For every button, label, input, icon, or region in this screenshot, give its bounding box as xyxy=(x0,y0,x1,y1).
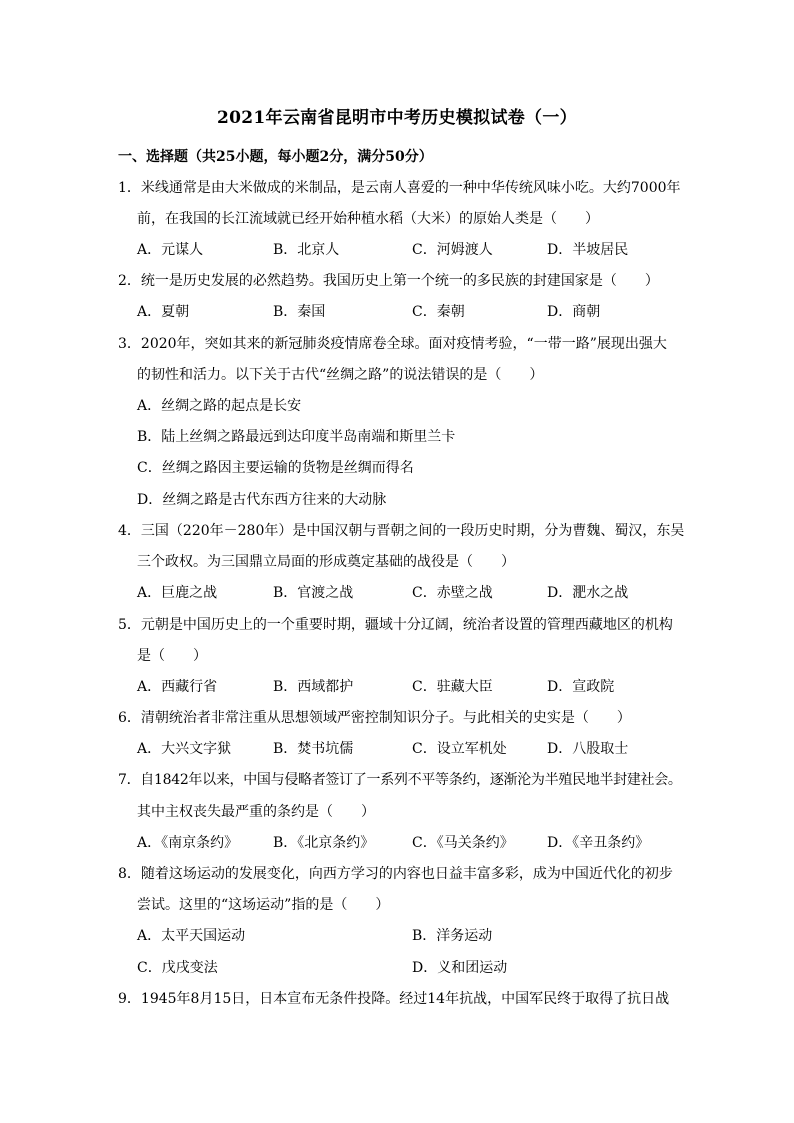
question-4-line-1: 4．三国（220年－280年）是中国汉朝与晋朝之间的一段历史时期，分为曹魏、蜀汉，东吴 xyxy=(118,523,685,539)
q4-option-b: B．官渡之战 xyxy=(273,585,354,601)
q8-option-a: A．太平天国运动 xyxy=(137,928,246,944)
question-1-line-1: 1．米线通常是由大米做成的米制品，是云南人喜爱的一种中华传统风味小吃。大约7000年 xyxy=(118,180,681,196)
question-1-line-2: 前，在我国的长江流域就已经开始种植水稻（大米）的原始人类是（ ） xyxy=(137,211,599,227)
q1-option-b: B．北京人 xyxy=(273,242,340,258)
question-3-line-2: 的韧性和活力。以下关于古代“丝绸之路”的说法错误的是（ ） xyxy=(137,367,544,383)
q3-option-a: A．丝绸之路的起点是长安 xyxy=(137,398,302,414)
q2-option-c: C．秦朝 xyxy=(412,304,465,320)
q8-option-c: C．戊戌变法 xyxy=(137,960,218,976)
q3-option-d: D．丝绸之路是古代东西方往来的大动脉 xyxy=(137,492,387,508)
q6-option-d: D．八股取士 xyxy=(547,741,629,757)
question-7-line-2: 其中主权丧失最严重的条约是（ ） xyxy=(137,804,375,820)
page-title: 2021年云南省昆明市中考历史模拟试卷（一） xyxy=(217,108,577,128)
q6-option-c: C．设立军机处 xyxy=(412,741,507,757)
q4-option-a: A．巨鹿之战 xyxy=(137,585,218,601)
q6-option-a: A．大兴文字狱 xyxy=(137,741,232,757)
q5-option-c: C．驻藏大臣 xyxy=(412,679,493,695)
q8-option-d: D．义和团运动 xyxy=(412,960,508,976)
question-3-line-1: 3．2020年，突如其来的新冠肺炎疫情席卷全球。面对疫情考验，“一带一路”展现出强大 xyxy=(118,336,667,352)
q2-option-a: A．夏朝 xyxy=(137,304,190,320)
q5-option-b: B．西域都护 xyxy=(273,679,354,695)
q3-option-c: C．丝绸之路因主要运输的货物是丝绸而得名 xyxy=(137,460,414,476)
question-6-line-1: 6．清朝统治者非常注重从思想领域严密控制知识分子。与此相关的史实是（ ） xyxy=(118,710,631,726)
question-2-line-1: 2．统一是历史发展的必然趋势。我国历史上第一个统一的多民族的封建国家是（ ） xyxy=(118,273,659,289)
q1-option-c: C．河姆渡人 xyxy=(412,242,493,258)
q8-option-b: B．洋务运动 xyxy=(412,928,493,944)
q1-option-d: D．半坡居民 xyxy=(547,242,629,258)
q7-option-d: D．《辛丑条约》 xyxy=(547,835,650,851)
q7-option-b: B．《北京条约》 xyxy=(273,835,375,851)
q4-option-c: C．赤壁之战 xyxy=(412,585,493,601)
q4-option-d: D．淝水之战 xyxy=(547,585,629,601)
question-4-line-2: 三个政权。为三国鼎立局面的形成奠定基础的战役是（ ） xyxy=(137,554,515,570)
q7-option-a: A．《南京条约》 xyxy=(137,835,239,851)
question-9-line-1: 9．1945年8月15日，日本宣布无条件投降。经过14年抗战，中国军民终于取得了抗日战 xyxy=(118,991,670,1007)
question-5-line-2: 是（ ） xyxy=(137,648,207,664)
question-7-line-1: 7．自1842年以来，中国与侵略者签订了一系列不平等条约，逐渐沦为半殖民地半封建社会。 xyxy=(118,772,682,788)
question-8-line-2: 尝试。这里的“这场运动”指的是（ ） xyxy=(137,897,390,913)
question-8-line-1: 8．随着这场运动的发展变化，向西方学习的内容也日益丰富多彩，成为中国近代化的初步 xyxy=(118,866,673,882)
q7-option-c: C．《马关条约》 xyxy=(412,835,514,851)
section-heading: 一、选择题（共25小题，每小题2分，满分50分） xyxy=(118,149,433,165)
q6-option-b: B．焚书坑儒 xyxy=(273,741,354,757)
q2-option-d: D．商朝 xyxy=(547,304,601,320)
q2-option-b: B．秦国 xyxy=(273,304,326,320)
q3-option-b: B．陆上丝绸之路最远到达印度半岛南端和斯里兰卡 xyxy=(137,429,456,445)
q1-option-a: A．元谋人 xyxy=(137,242,204,258)
q5-option-a: A．西藏行省 xyxy=(137,679,218,695)
question-5-line-1: 5．元朝是中国历史上的一个重要时期，疆域十分辽阔，统治者设置的管理西藏地区的机构 xyxy=(118,617,673,633)
q5-option-d: D．宣政院 xyxy=(547,679,615,695)
